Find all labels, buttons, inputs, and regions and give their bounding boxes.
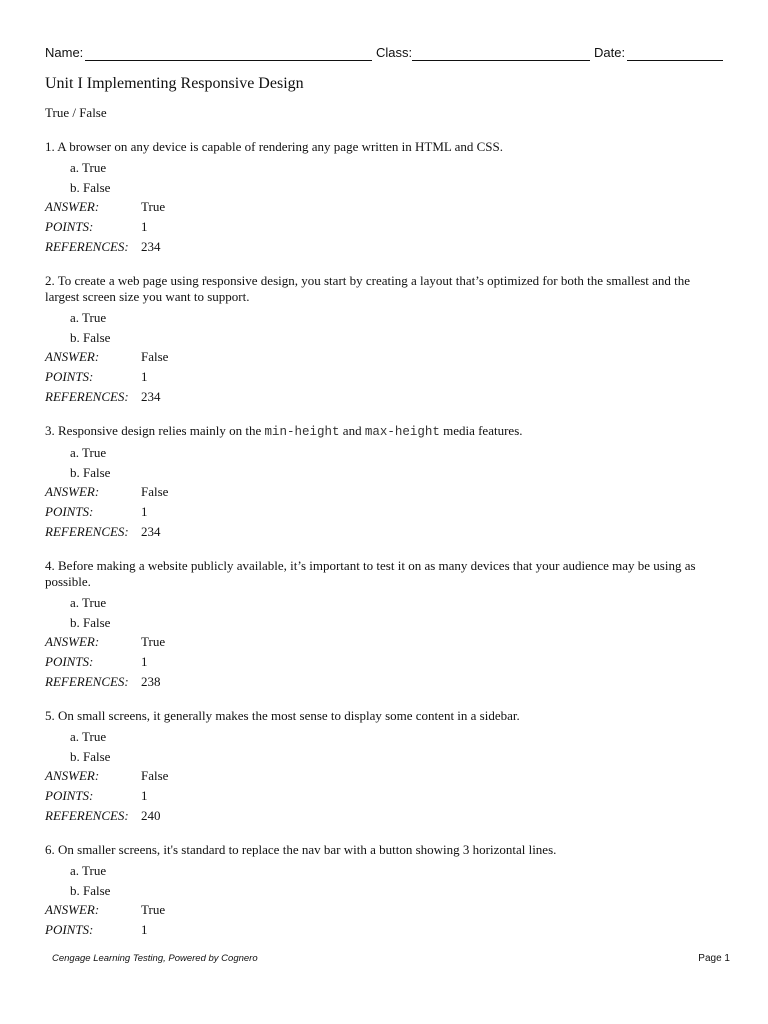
references-value: 234 bbox=[141, 389, 161, 404]
question-text bbox=[45, 423, 725, 440]
name-blank bbox=[85, 60, 372, 61]
answer-row bbox=[45, 766, 725, 786]
points-row bbox=[45, 217, 725, 237]
points-value: 1 bbox=[141, 369, 148, 384]
references-row bbox=[45, 237, 725, 257]
references-row bbox=[45, 672, 725, 692]
question-list bbox=[45, 139, 725, 956]
question-text-part: and bbox=[339, 423, 365, 438]
date-blank bbox=[627, 60, 723, 61]
question-1 bbox=[45, 139, 725, 257]
answer-label: ANSWER: bbox=[45, 902, 100, 917]
option-a: a. True bbox=[70, 729, 107, 744]
name-label: Name: bbox=[45, 45, 84, 60]
option-b: b. False bbox=[70, 179, 111, 195]
answer-row bbox=[45, 632, 725, 652]
answer-label: ANSWER: bbox=[45, 199, 100, 214]
answer-value: False bbox=[141, 768, 169, 783]
points-row bbox=[45, 652, 725, 672]
points-value: 1 bbox=[141, 788, 148, 803]
question-text: 1. A browser on any device is capable of rendering any page written in HTML and CSS. bbox=[45, 139, 504, 154]
references-label: REFERENCES: bbox=[45, 808, 129, 823]
question-text: 2. To create a web page using responsive design, you start by creating a layout that’s optimized for both the smallest and the largest screen size you want to support. bbox=[45, 273, 691, 304]
question-3 bbox=[45, 423, 725, 542]
question-text-part: 3. Responsive design relies mainly on the bbox=[45, 423, 265, 438]
points-label: POINTS: bbox=[45, 922, 94, 937]
points-row bbox=[45, 786, 725, 806]
question-text: 4. Before making a website publicly available, it’s important to test it on as many devices that your audience may be using as possible. bbox=[45, 558, 696, 589]
question-text: 6. On smaller screens, it's standard to replace the nav bar with a button showing 3 horizontal lines. bbox=[45, 842, 557, 857]
points-label: POINTS: bbox=[45, 504, 94, 519]
answer-label: ANSWER: bbox=[45, 484, 100, 499]
question-5 bbox=[45, 708, 725, 826]
answer-row bbox=[45, 482, 725, 502]
points-row bbox=[45, 502, 725, 522]
answer-label: ANSWER: bbox=[45, 349, 100, 364]
option-b: b. False bbox=[70, 748, 111, 764]
points-label: POINTS: bbox=[45, 369, 94, 384]
option-a: a. True bbox=[70, 595, 107, 610]
answer-row bbox=[45, 347, 725, 367]
points-label: POINTS: bbox=[45, 219, 94, 234]
question-4 bbox=[45, 558, 725, 692]
option-b: b. False bbox=[70, 464, 111, 480]
answer-value: True bbox=[141, 199, 166, 214]
references-row bbox=[45, 387, 725, 407]
option-a: a. True bbox=[70, 310, 107, 325]
references-value: 234 bbox=[141, 239, 161, 254]
question-6 bbox=[45, 842, 725, 940]
question-text-part: media features. bbox=[439, 423, 523, 438]
points-row bbox=[45, 920, 725, 940]
option-a: a. True bbox=[70, 863, 107, 878]
code-min-height: min-height bbox=[264, 425, 340, 439]
option-b: b. False bbox=[70, 882, 111, 898]
answer-label: ANSWER: bbox=[45, 634, 100, 649]
points-value: 1 bbox=[141, 654, 148, 669]
points-value: 1 bbox=[141, 219, 148, 234]
points-value: 1 bbox=[141, 922, 148, 937]
points-value: 1 bbox=[141, 504, 148, 519]
question-2 bbox=[45, 273, 725, 407]
references-label: REFERENCES: bbox=[45, 239, 129, 254]
points-row bbox=[45, 367, 725, 387]
references-row bbox=[45, 806, 725, 826]
option-a: a. True bbox=[70, 445, 107, 460]
student-info-header bbox=[45, 45, 725, 65]
class-label: Class: bbox=[376, 45, 413, 60]
answer-row bbox=[45, 900, 725, 920]
references-label: REFERENCES: bbox=[45, 674, 129, 689]
code-max-height: max-height bbox=[364, 425, 440, 439]
references-row bbox=[45, 522, 725, 542]
points-label: POINTS: bbox=[45, 654, 94, 669]
answer-label: ANSWER: bbox=[45, 768, 100, 783]
option-a: a. True bbox=[70, 160, 107, 175]
references-label: REFERENCES: bbox=[45, 389, 129, 404]
page-number: Page 1 bbox=[698, 953, 730, 964]
date-label: Date: bbox=[594, 45, 626, 60]
section-heading: True / False bbox=[45, 105, 107, 120]
footer-credit: Cengage Learning Testing, Powered by Cognero bbox=[52, 953, 258, 964]
option-b: b. False bbox=[70, 329, 111, 345]
points-label: POINTS: bbox=[45, 788, 94, 803]
references-label: REFERENCES: bbox=[45, 524, 129, 539]
answer-value: False bbox=[141, 484, 169, 499]
answer-value: True bbox=[141, 634, 166, 649]
answer-value: False bbox=[141, 349, 169, 364]
answer-value: True bbox=[141, 902, 166, 917]
references-value: 234 bbox=[141, 524, 161, 539]
references-value: 240 bbox=[141, 808, 161, 823]
page-title: Unit I Implementing Responsive Design bbox=[45, 75, 304, 92]
answer-row bbox=[45, 197, 725, 217]
option-b: b. False bbox=[70, 614, 111, 630]
class-blank bbox=[412, 60, 590, 61]
references-value: 238 bbox=[141, 674, 161, 689]
question-text: 5. On small screens, it generally makes the most sense to display some content in a sidebar. bbox=[45, 708, 520, 723]
